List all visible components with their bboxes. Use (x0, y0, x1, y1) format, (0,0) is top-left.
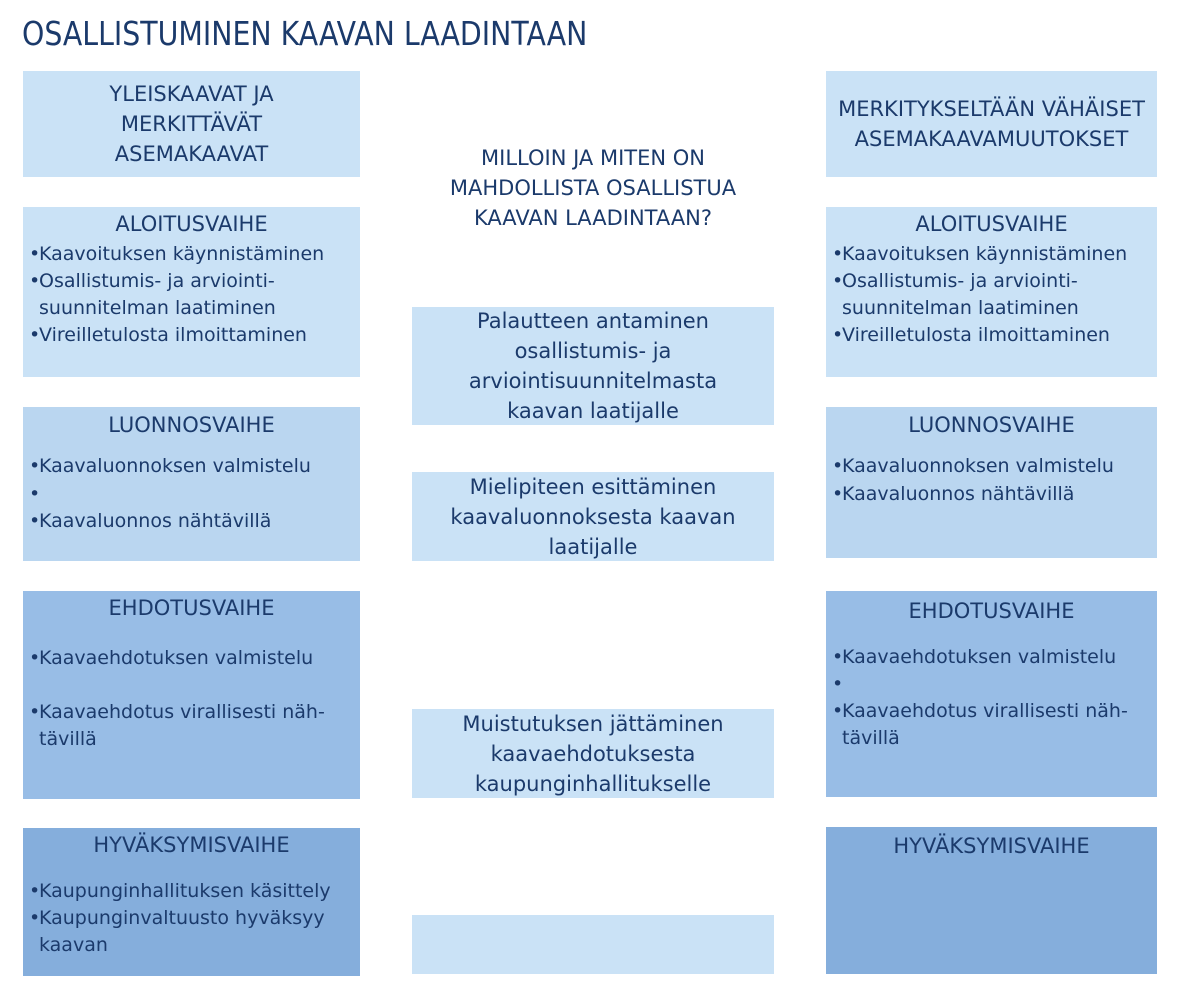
list-item: • (832, 673, 844, 695)
list-item: • Kaavaluonnoksen valmistelu (29, 455, 311, 477)
right-luonnos-heading: LUONNOSVAIHE (908, 413, 1075, 437)
left-hyvaksymis-heading: HYVÄKSYMISVAIHE (93, 833, 290, 857)
right-luonnos-list (830, 452, 1153, 508)
left-aloitus-heading: ALOITUSVAIHE (115, 212, 268, 236)
left-column-header-text: YLEISKAAVAT JA MERKITTÄVÄT ASEMAKAAVAT (109, 82, 274, 166)
left-ehdotus-box (23, 591, 360, 799)
left-hyvaksymis-list (27, 878, 356, 959)
list-item: • Kaavoituksen käynnistäminen (832, 243, 1128, 265)
middle-palaute-text: Palautteen antaminen osallistumis- ja arviointisuunnitelmasta kaavan laatijalle (468, 309, 718, 423)
right-ehdotus-heading: EHDOTUSVAIHE (908, 599, 1075, 623)
left-hyvaksymis-box (23, 828, 360, 976)
list-item: • Kaavaluonnoksen valmistelu (832, 455, 1114, 477)
left-column-header (23, 71, 360, 177)
right-hyvaksymis-box (826, 827, 1157, 974)
list-item: • Kaavaluonnos nähtävillä (832, 483, 1075, 505)
middle-muistutus-box (412, 709, 774, 798)
page-title: OSALLISTUMINEN KAAVAN LAADINTAAN (22, 14, 588, 53)
left-ehdotus-heading: EHDOTUSVAIHE (108, 596, 275, 620)
left-ehdotus-list (27, 645, 356, 753)
list-item: • Kaavaluonnos nähtävillä (29, 510, 272, 532)
middle-palaute-box (412, 307, 774, 425)
list-item: • Kaavaehdotuksen valmistelu (832, 646, 1117, 668)
list-item: • Kaavaehdotus virallisesti näh-tävillä (29, 701, 325, 750)
right-column-header (826, 71, 1157, 177)
list-item: • Kaavaehdotuksen valmistelu (29, 647, 314, 669)
list-item: • Kaavaehdotus virallisesti näh-tävillä (832, 700, 1128, 749)
left-aloitus-list (27, 241, 356, 349)
left-aloitus-box (23, 207, 360, 377)
left-luonnos-box (23, 407, 360, 561)
right-ehdotus-box (826, 591, 1157, 797)
middle-muistutus-text: Muistutuksen jättäminen kaavaehdotuksesta kaupunginhallitukselle (462, 711, 724, 796)
middle-mielipide-box (412, 472, 774, 561)
list-item: • Vireilletulosta ilmoittaminen (29, 324, 307, 346)
left-luonnos-list (27, 452, 356, 535)
right-luonnos-box (826, 407, 1157, 558)
list-item: • Kaupunginvaltuusto hyväksyy kaavan (29, 907, 325, 956)
middle-bottom-box (412, 915, 774, 974)
list-item: • Osallistumis- ja arviointi-suunnitelman laatiminen (832, 270, 1079, 319)
question-text: MILLOIN JA MITEN ON MAHDOLLISTA OSALLISTUA KAAVAN LAADINTAAN? (449, 146, 737, 230)
list-item: • Osallistumis- ja arviointi-suunnitelman laatiminen (29, 270, 276, 319)
list-item: • (29, 483, 41, 505)
middle-mielipide-text: Mielipiteen esittäminen kaavaluonnoksesta kaavan laatijalle (450, 474, 736, 559)
right-ehdotus-list (830, 644, 1153, 752)
left-luonnos-heading: LUONNOSVAIHE (108, 413, 275, 437)
right-column-header-text: MERKITYKSELTÄÄN VÄHÄISET ASEMAKAAVAMUUTOKSET (838, 97, 1145, 151)
right-hyvaksymis-heading: HYVÄKSYMISVAIHE (893, 834, 1090, 858)
list-item: • Kaavoituksen käynnistäminen (29, 243, 325, 265)
right-aloitus-heading: ALOITUSVAIHE (915, 212, 1068, 236)
list-item: • Kaupunginhallituksen käsittely (29, 880, 331, 902)
right-aloitus-box (826, 207, 1157, 377)
right-aloitus-list (830, 241, 1153, 349)
list-item: • Vireilletulosta ilmoittaminen (832, 324, 1110, 346)
